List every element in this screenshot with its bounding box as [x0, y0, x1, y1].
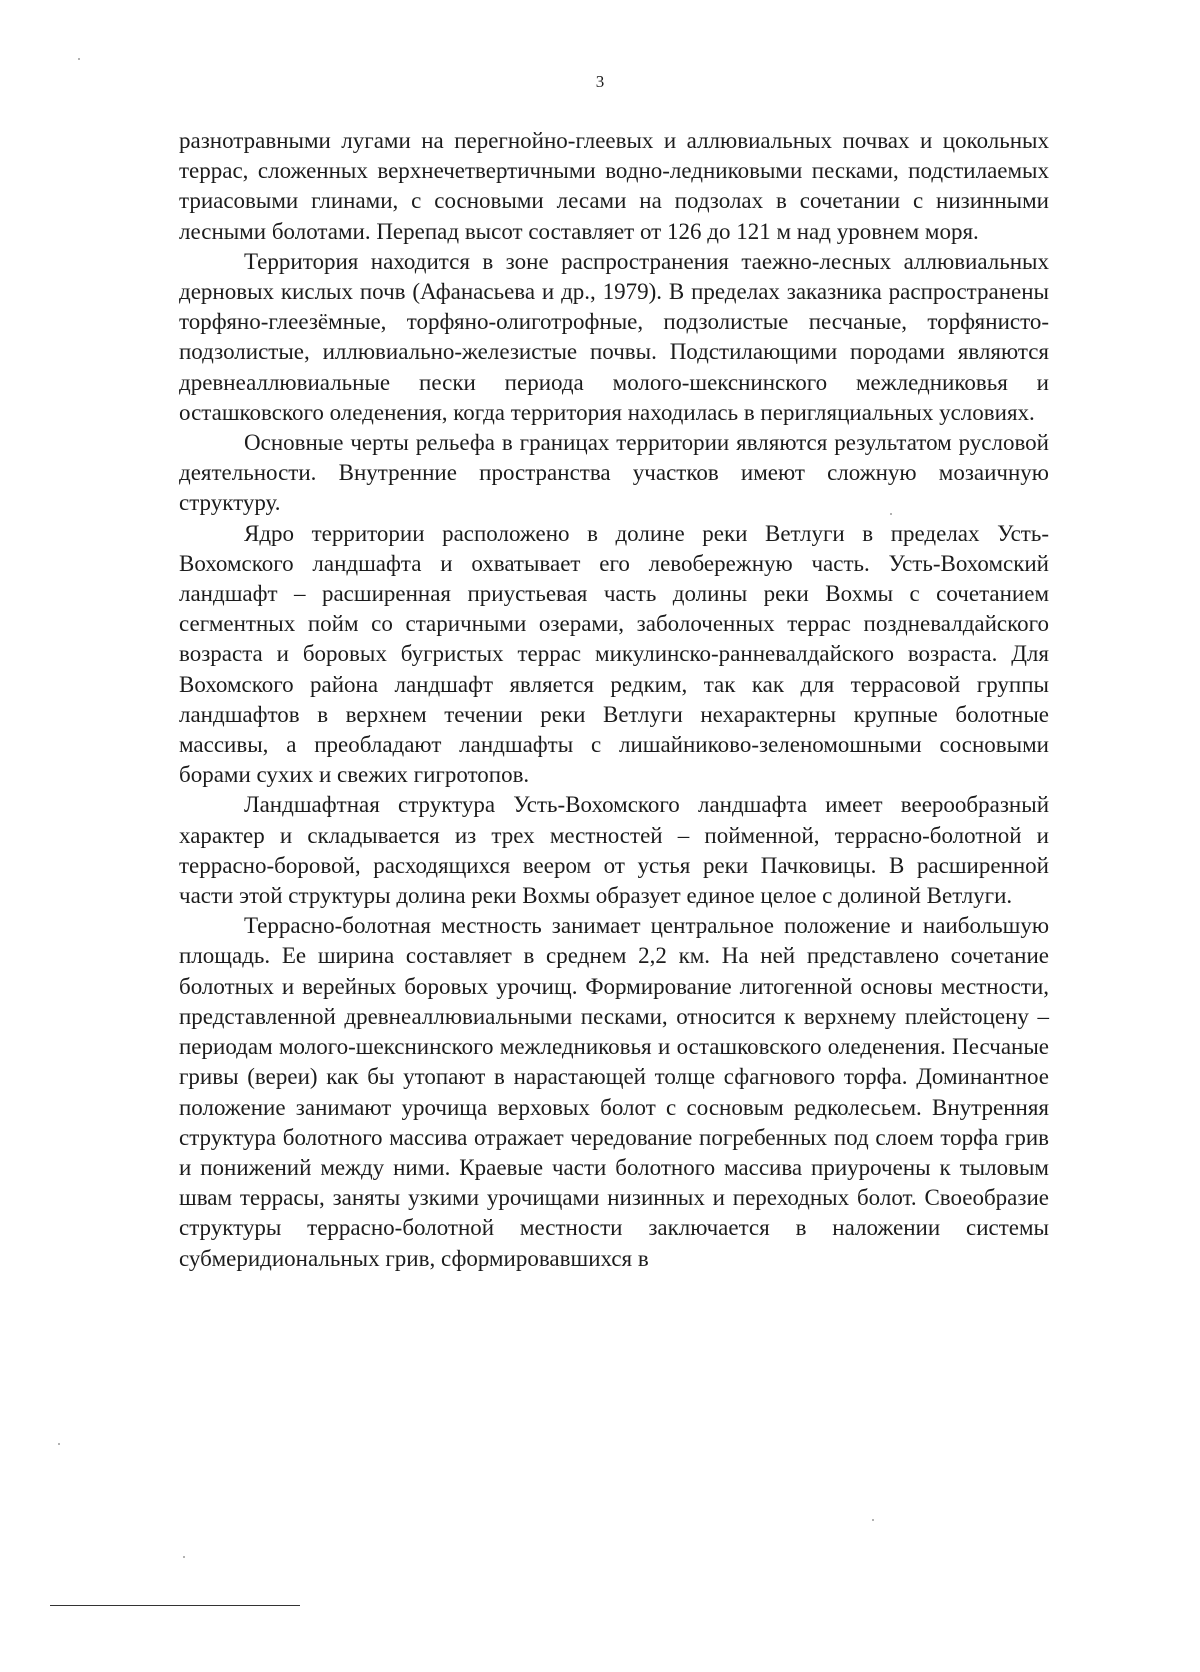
scan-speck — [58, 1443, 60, 1445]
paragraph-terrace-bog: Террасно-болотная местность занимает центральное положение и наибольшую площадь. Ее ширина составляет в среднем 2,2 км. На ней представлено сочетание болотных и верейных боровых урочищ. Формирование литогенной основы местности, представленной древнеаллювиальными песками, относится к верхнему плейстоцену – периодам молого-шекснинского межледниковья и осташковского оледенения. Песчаные гривы (вереи) как бы утопают в нарастающей толще сфагнового торфа. Доминантное положение занимают урочища верховых болот с сосновым редколесьем. Внутренняя структура болотного массива отражает чередование погребенных под слоем торфа грив и понижений между ними. Краевые части болотного массива приурочены к тыловым швам террасы, заняты узкими урочищами низинных и переходных болот. Своеобразие структуры террасно-болотной местности заключается в наложении системы субмеридиональных грив, сформировавшихся в — [179, 913, 1049, 1271]
paragraph-landscape-structure: Ландшафтная структура Усть-Вохомского ландшафта имеет веерообразный характер и складывается из трех местностей – пойменной, террасно-болотной и террасно-боровой, расходящихся веером от устья реки Пачковицы. В расширенной части этой структуры долина реки Вохмы образует единое целое с долиной Ветлуги. — [179, 792, 1049, 909]
paragraph-territory-core: Ядро территории расположено в долине реки Ветлуги в пределах Усть-Вохомского ландшафта и охватывает его левобережную часть. Усть-Вохомский ландшафт – расширенная приустьевая часть долины реки Вохмы с сочетанием сегментных пойм со старичными озерами, заболоченных террас поздневалдайского возраста и боровых бугристых террас микулинско-ранневалдайского возраста. Для Вохомского района ландшафт является редким, так как для террасовой группы ландшафтов в верхнем течении реки Ветлуги нехарактерны крупные болотные массивы, а преобладают ландшафты с лишайниково-зеленомошными сосновыми борами сухих и свежих гигротопов. — [179, 520, 1049, 788]
scan-speck — [78, 58, 80, 60]
footnote-separator — [50, 1605, 300, 1606]
page-number: 3 — [595, 72, 605, 91]
paragraph-relief: Основные черты рельефа в границах территории являются результатом русловой деятельности. Внутренние пространства участков имеют сложную мозаичную структуру. — [179, 430, 1049, 516]
scan-speck — [890, 513, 892, 515]
paragraph-soils: Территория находится в зоне распространения таежно-лесных аллювиальных дерновых кислых почв (Афанасьева и др., 1979). В пределах заказника распространены торфяно-глеезёмные, торфяно-олиготрофные, подзолистые песчаные, торфянисто-подзолистые, иллювиально-железистые почвы. Подстилающими породами являются древнеаллювиальные пески периода молого-шекснинского межледниковья и осташковского оледенения, когда территория находилась в перигляциальных условиях. — [179, 248, 1049, 425]
scan-speck — [183, 1556, 185, 1558]
paragraph-continuation: разнотравными лугами на перегнойно-глеевых и аллювиальных почвах и цокольных террас, сложенных верхнечетвертичными водно-ледниковыми песками, подстилаемых триасовыми глинами, с сосновыми лесами на подзолах в сочетании с низинными лесными болотами. Перепад высот составляет от 126 до 121 м над уровнем моря. — [179, 128, 1049, 244]
document-body — [179, 126, 1049, 1274]
scan-speck — [872, 1519, 874, 1521]
